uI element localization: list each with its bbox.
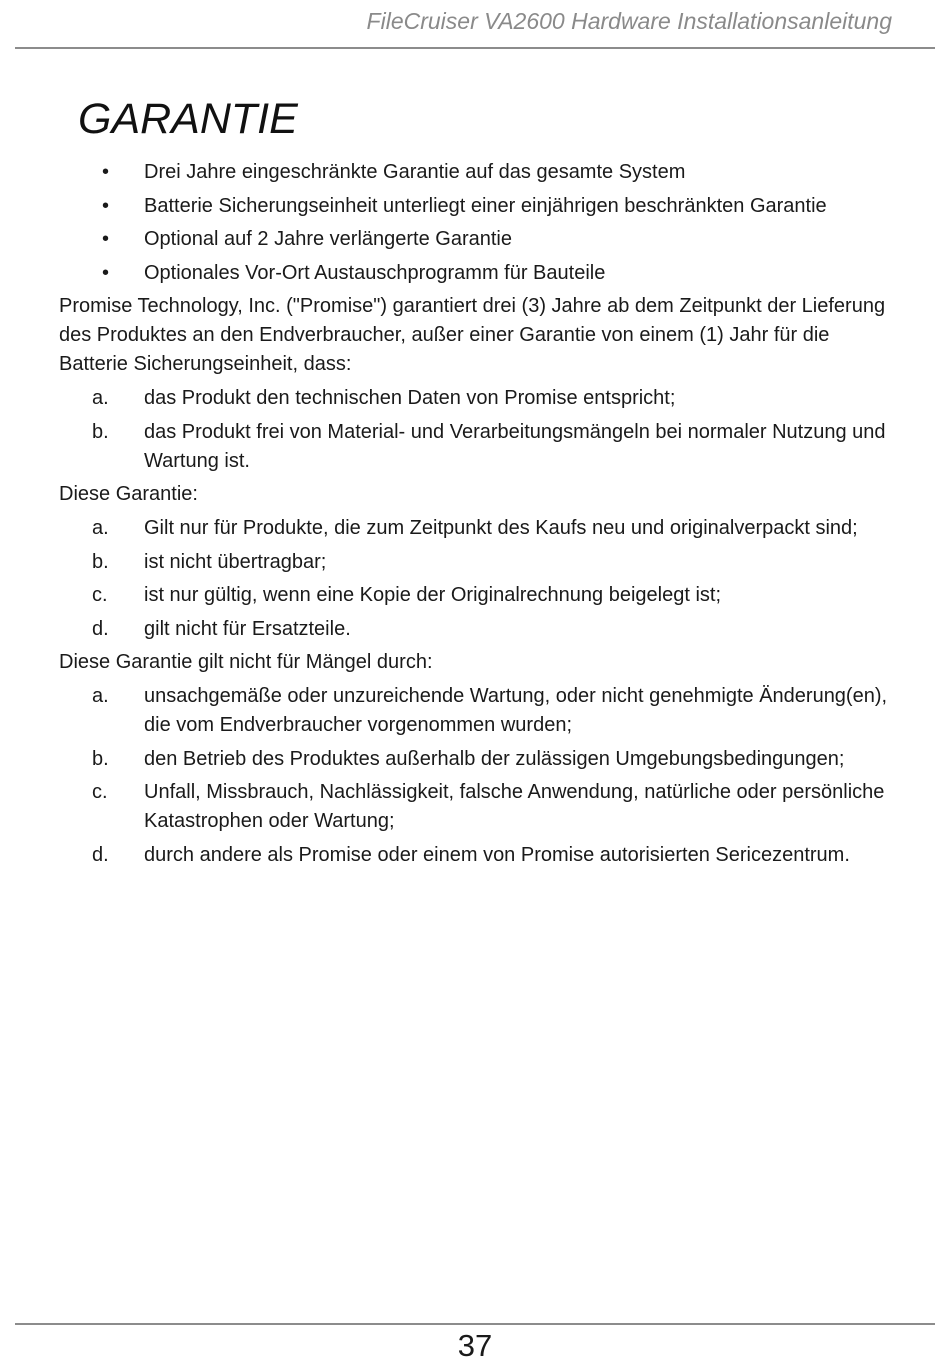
list-marker: a. <box>92 685 109 707</box>
guarantee-list <box>59 384 889 476</box>
list-marker: c. <box>92 584 108 606</box>
bullet-text: Optional auf 2 Jahre verlängerte Garantie <box>144 228 512 250</box>
list-marker: a. <box>92 517 109 539</box>
bullet-symbol: • <box>102 228 110 250</box>
bullet-text: Optionales Vor-Ort Austauschprogramm für Bauteile <box>144 261 606 284</box>
page-title: GARANTIE <box>78 95 298 143</box>
list-item <box>59 514 889 543</box>
list-marker: b. <box>92 550 109 573</box>
list-marker: c. <box>92 781 108 803</box>
list-item <box>59 548 889 577</box>
bullet-symbol: • <box>102 261 110 284</box>
intro-paragraph: Promise Technology, Inc. ("Promise") garantiert drei (3) Jahre ab dem Zeitpunkt der Lieferung des Produktes an den Endverbraucher, außer einer Garantie von einem (1) Jahr für die Batterie Sicherungseinheit, dass: <box>59 295 886 375</box>
list-text: Gilt nur für Produkte, die zum Zeitpunkt des Kaufs neu und originalverpackt sind; <box>144 517 858 539</box>
list-marker: d. <box>92 617 109 640</box>
list-text: Unfall, Missbrauch, Nachlässigkeit, falsche Anwendung, natürliche oder persönliche Katastrophen oder Wartung; <box>144 781 885 832</box>
bullet-item <box>59 225 889 254</box>
list-marker: a. <box>92 387 109 409</box>
list-marker: d. <box>92 843 109 866</box>
list-text: ist nicht übertragbar; <box>144 550 327 573</box>
conditions-list <box>59 514 889 644</box>
warranty-content <box>59 158 889 874</box>
bullet-item <box>59 259 889 288</box>
running-header: FileCruiser VA2600 Hardware Installationsanleitung <box>366 8 892 34</box>
bullet-symbol: • <box>102 161 110 183</box>
list-text: das Produkt frei von Material- und Verarbeitungsmängeln bei normaler Nutzung und Wartung ist. <box>144 420 886 472</box>
list-item <box>59 384 889 413</box>
list-item <box>59 581 889 610</box>
list-item <box>59 418 889 476</box>
list-item <box>59 745 889 774</box>
page-number: 37 <box>457 1328 493 1363</box>
list-marker: b. <box>92 420 109 443</box>
list-text: den Betrieb des Produktes außerhalb der zulässigen Umgebungsbedingungen; <box>144 747 845 770</box>
list-text: gilt nicht für Ersatzteile. <box>144 617 351 640</box>
exclusions-list <box>59 682 889 870</box>
list-text: das Produkt den technischen Daten von Promise entspricht; <box>144 387 676 409</box>
section-heading-conditions: Diese Garantie: <box>59 483 198 505</box>
list-item <box>59 682 889 740</box>
bullet-item <box>59 192 889 221</box>
section-heading-exclusions: Diese Garantie gilt nicht für Mängel durch: <box>59 651 433 673</box>
list-item <box>59 841 889 870</box>
list-item <box>59 778 889 836</box>
bullet-text: Drei Jahre eingeschränkte Garantie auf das gesamte System <box>144 161 686 183</box>
list-marker: b. <box>92 747 109 770</box>
footer-rule <box>15 1323 935 1325</box>
list-text: unsachgemäße oder unzureichende Wartung, oder nicht genehmigte Änderung(en), die vom Endverbraucher vorgenommen wurden; <box>144 685 888 736</box>
bullet-list <box>59 158 889 288</box>
bullet-symbol: • <box>102 194 110 217</box>
list-text: durch andere als Promise oder einem von Promise autorisierten Sericezentrum. <box>144 843 850 866</box>
bullet-item <box>59 158 889 187</box>
header-rule <box>15 47 935 49</box>
bullet-text: Batterie Sicherungseinheit unterliegt einer einjährigen beschränkten Garantie <box>144 194 827 217</box>
list-text: ist nur gültig, wenn eine Kopie der Originalrechnung beigelegt ist; <box>144 584 722 606</box>
list-item <box>59 615 889 644</box>
